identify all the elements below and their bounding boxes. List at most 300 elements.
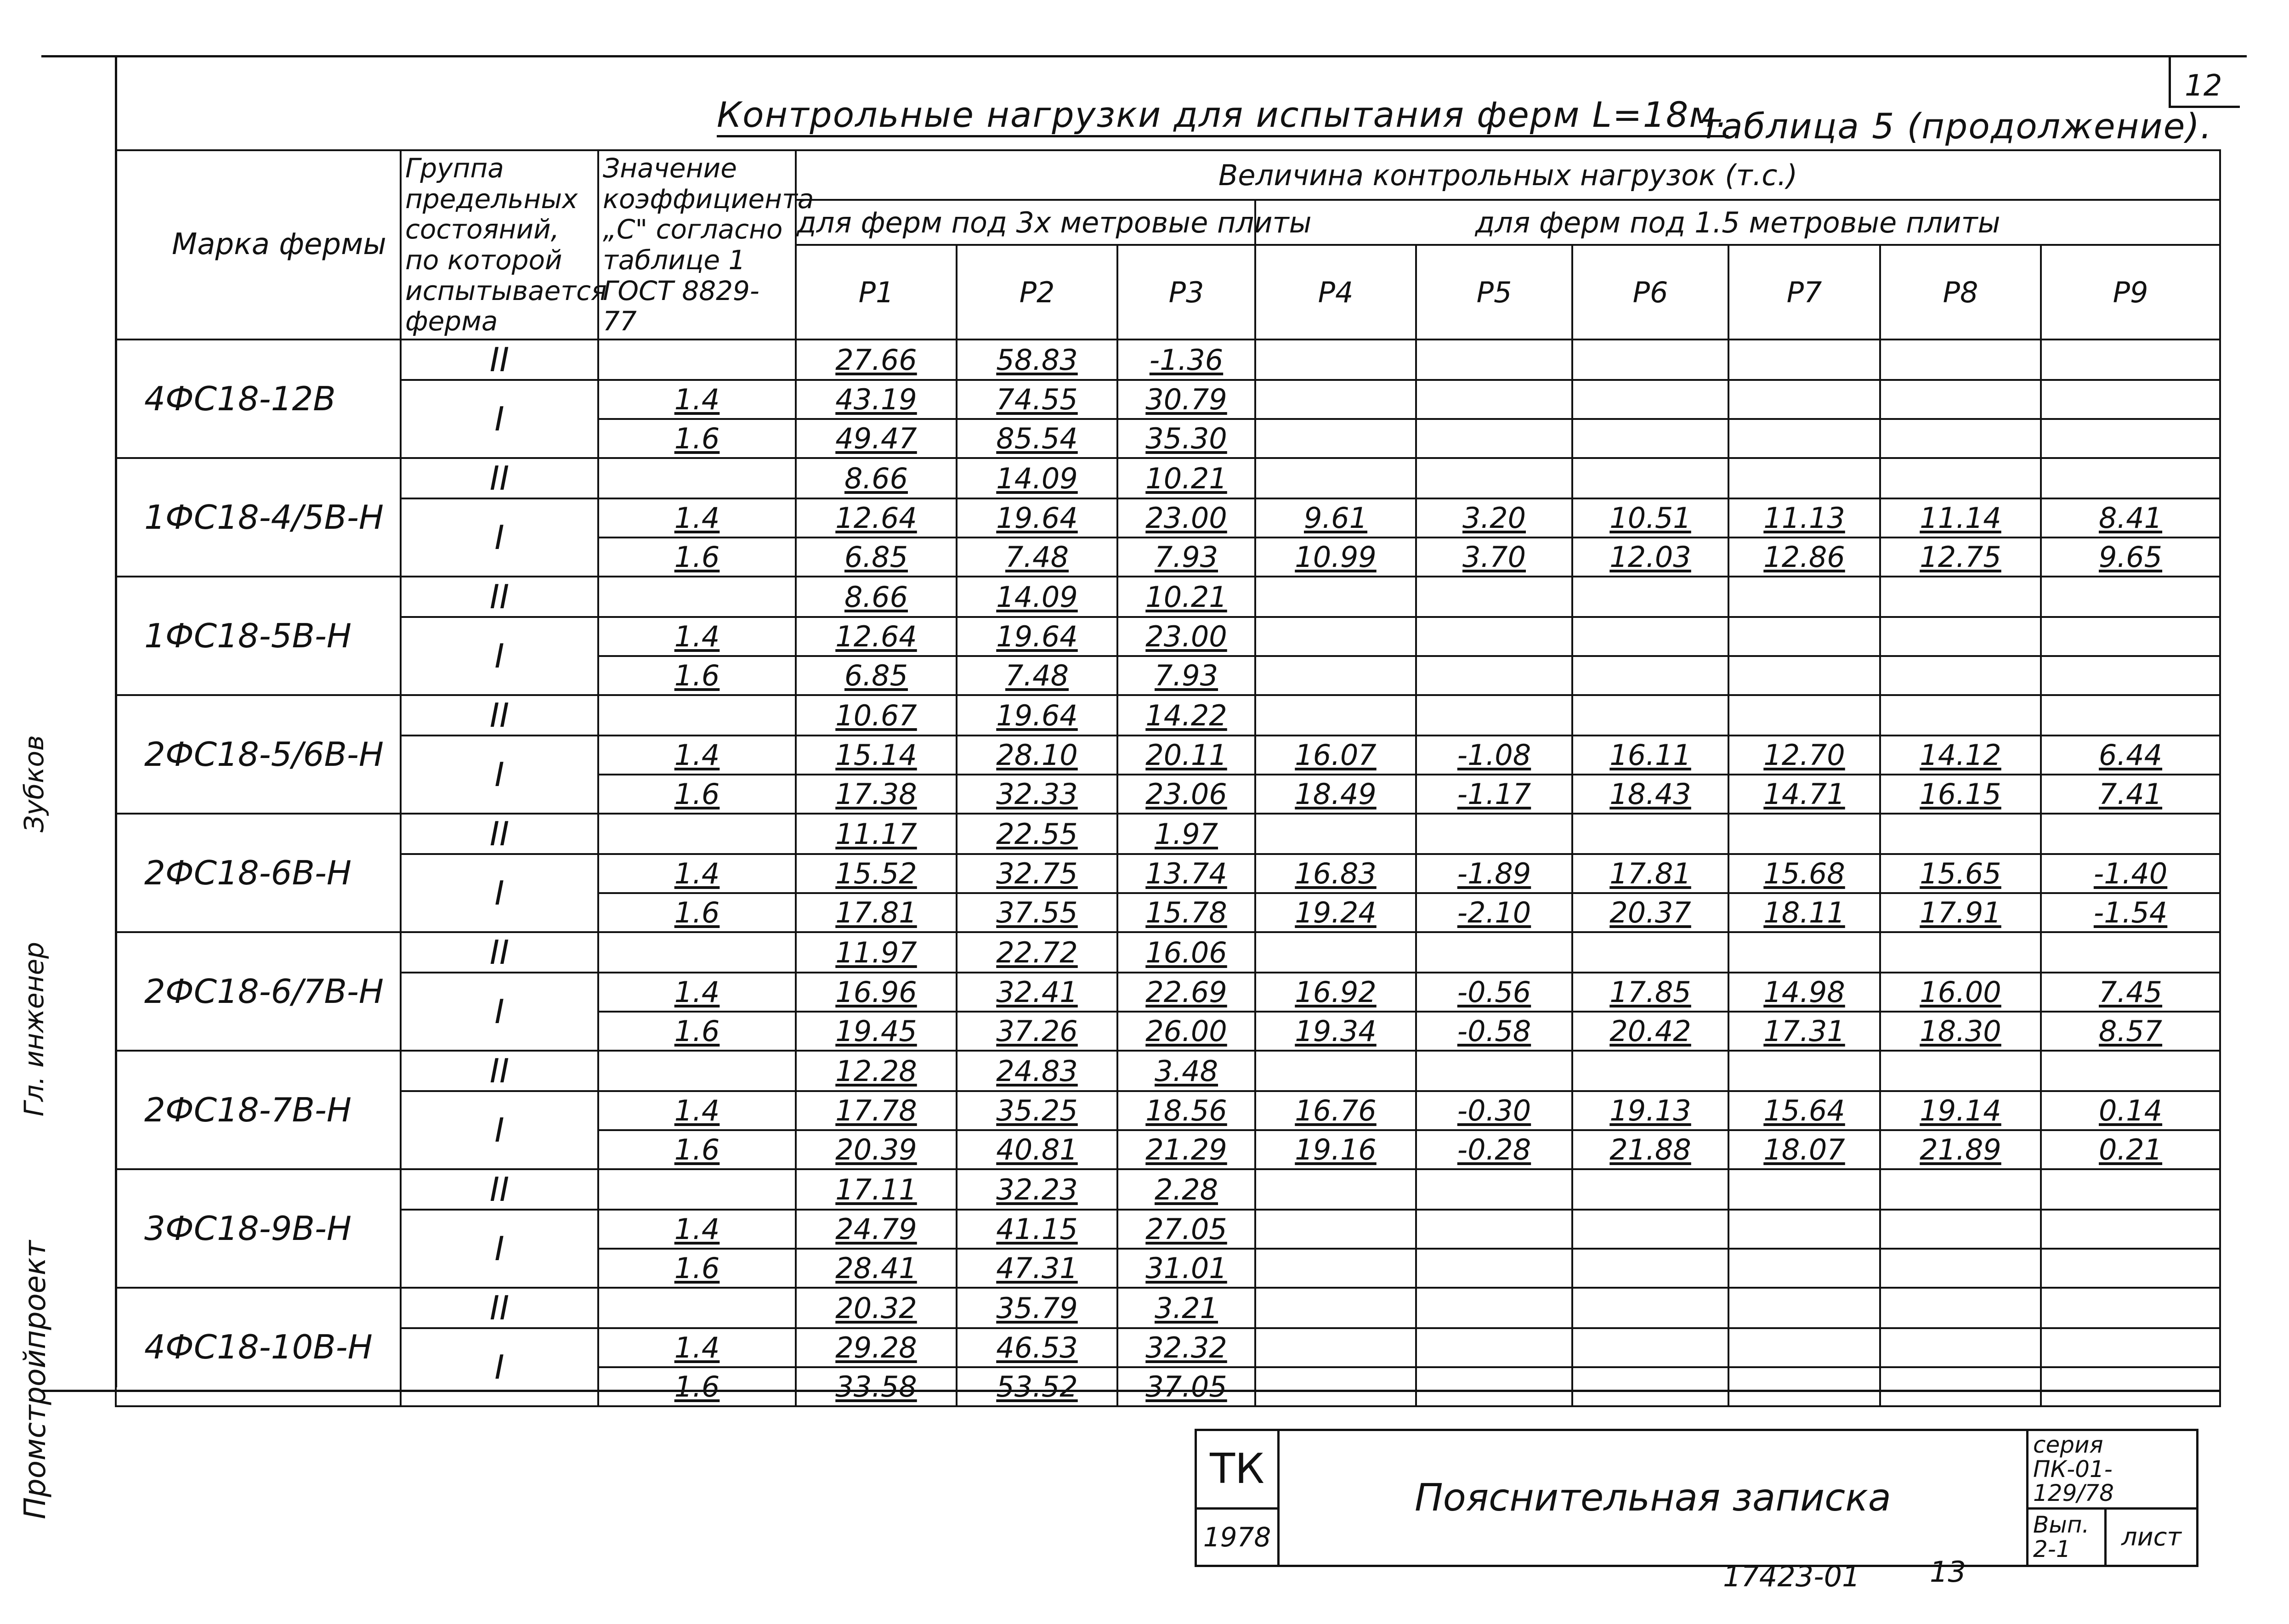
load-p7 — [1728, 1051, 1880, 1091]
table-row — [116, 814, 2220, 854]
limit-state-group: I — [401, 854, 598, 932]
load-p8: 21.89 — [1880, 1130, 2041, 1169]
load-p5: 3.20 — [1416, 498, 1572, 538]
load-p4 — [1255, 814, 1416, 854]
load-p3: 13.74 — [1117, 854, 1255, 893]
load-p5 — [1416, 617, 1572, 656]
coef-c: 1.4 — [598, 498, 796, 538]
side-label-org: Промстройпроект — [18, 1240, 52, 1519]
load-p7 — [1728, 1328, 1880, 1367]
header-mark: Марка фермы — [116, 150, 401, 340]
load-p6: 19.13 — [1572, 1091, 1728, 1130]
load-p7 — [1728, 1249, 1880, 1288]
truss-mark: 2ФС18-5/6В-Н — [116, 695, 401, 814]
limit-state-group: II — [401, 1169, 598, 1210]
stamp-doc-title: Пояснительная записка — [1279, 1430, 2028, 1566]
load-p3: 22.69 — [1117, 973, 1255, 1012]
load-p8: 12.75 — [1880, 538, 2041, 577]
limit-state-group: I — [401, 1091, 598, 1169]
load-p8 — [1880, 380, 2041, 419]
load-p4: 9.61 — [1255, 498, 1416, 538]
coef-c: 1.6 — [598, 1130, 796, 1169]
load-p4 — [1255, 380, 1416, 419]
load-p3: 26.00 — [1117, 1012, 1255, 1051]
coef-c: 1.6 — [598, 419, 796, 458]
page-number-box — [2169, 55, 2240, 108]
load-p3: 31.01 — [1117, 1249, 1255, 1288]
load-p1: 15.52 — [796, 854, 957, 893]
load-p4 — [1255, 419, 1416, 458]
coef-c — [598, 458, 796, 498]
load-p5 — [1416, 340, 1572, 380]
limit-state-group: II — [401, 577, 598, 617]
load-p9 — [2041, 656, 2220, 695]
limit-state-group: II — [401, 814, 598, 854]
load-p6 — [1572, 1288, 1728, 1328]
load-p4 — [1255, 1328, 1416, 1367]
load-p8: 19.14 — [1880, 1091, 2041, 1130]
load-p8 — [1880, 1367, 2041, 1406]
coef-c — [598, 1169, 796, 1210]
load-p6: 20.37 — [1572, 893, 1728, 932]
load-p6 — [1572, 1328, 1728, 1367]
load-p1: 24.79 — [796, 1210, 957, 1249]
load-p9: 7.41 — [2041, 775, 2220, 814]
load-p5 — [1416, 656, 1572, 695]
load-p1: 11.97 — [796, 932, 957, 973]
load-p6: 17.85 — [1572, 973, 1728, 1012]
header-p2: P2 — [957, 245, 1117, 340]
load-p8: 17.91 — [1880, 893, 2041, 932]
load-p6 — [1572, 814, 1728, 854]
footer-code: 17423-01 — [1723, 1560, 1860, 1593]
load-p7: 15.68 — [1728, 854, 1880, 893]
table-row — [116, 1328, 2220, 1367]
load-p8: 15.65 — [1880, 854, 2041, 893]
load-p4 — [1255, 695, 1416, 736]
load-p8 — [1880, 419, 2041, 458]
limit-state-group: II — [401, 1051, 598, 1091]
load-p5: -0.58 — [1416, 1012, 1572, 1051]
load-p8 — [1880, 1210, 2041, 1249]
load-p3: 30.79 — [1117, 380, 1255, 419]
load-p5 — [1416, 1249, 1572, 1288]
load-p6: 18.43 — [1572, 775, 1728, 814]
load-p7 — [1728, 1367, 1880, 1406]
load-p6 — [1572, 1210, 1728, 1249]
table-row — [116, 380, 2220, 419]
table-row — [116, 695, 2220, 736]
load-p5: -1.89 — [1416, 854, 1572, 893]
side-label-role: Гл. инженер — [18, 942, 50, 1117]
load-p7 — [1728, 932, 1880, 973]
load-p2: 19.64 — [957, 498, 1117, 538]
load-p2: 58.83 — [957, 340, 1117, 380]
load-p5 — [1416, 419, 1572, 458]
coef-c: 1.6 — [598, 775, 796, 814]
load-p1: 33.58 — [796, 1367, 957, 1406]
header-slabs-3m: для ферм под 3х метровые плиты — [796, 200, 1255, 245]
load-p9: 7.45 — [2041, 973, 2220, 1012]
load-p3: 23.00 — [1117, 617, 1255, 656]
load-p4: 16.83 — [1255, 854, 1416, 893]
load-p7 — [1728, 695, 1880, 736]
table-row — [116, 1091, 2220, 1130]
load-p6 — [1572, 419, 1728, 458]
frame-top-line — [41, 55, 2247, 57]
load-p2: 47.31 — [957, 1249, 1117, 1288]
load-p1: 27.66 — [796, 340, 957, 380]
load-p9: 6.44 — [2041, 736, 2220, 775]
load-p6: 17.81 — [1572, 854, 1728, 893]
load-p7 — [1728, 577, 1880, 617]
load-p1: 12.64 — [796, 498, 957, 538]
load-p3: 14.22 — [1117, 695, 1255, 736]
stamp-issue-value: 2-1 — [2033, 1535, 2071, 1562]
load-p9 — [2041, 617, 2220, 656]
load-p1: 10.67 — [796, 695, 957, 736]
load-p4 — [1255, 340, 1416, 380]
load-p9 — [2041, 1288, 2220, 1328]
load-p4: 16.76 — [1255, 1091, 1416, 1130]
load-p5: -1.08 — [1416, 736, 1572, 775]
load-p3: 7.93 — [1117, 538, 1255, 577]
load-p9 — [2041, 1051, 2220, 1091]
limit-state-group: I — [401, 1210, 598, 1288]
header-p9: P9 — [2041, 245, 2220, 340]
load-p4: 16.92 — [1255, 973, 1416, 1012]
load-p3: 3.48 — [1117, 1051, 1255, 1091]
load-p3: 35.30 — [1117, 419, 1255, 458]
load-p5 — [1416, 380, 1572, 419]
coef-c: 1.4 — [598, 1328, 796, 1367]
table-row — [116, 973, 2220, 1012]
table-row — [116, 1169, 2220, 1210]
table-row — [116, 577, 2220, 617]
load-p3: 16.06 — [1117, 932, 1255, 973]
load-p5 — [1416, 932, 1572, 973]
load-p8 — [1880, 656, 2041, 695]
load-p7: 17.31 — [1728, 1012, 1880, 1051]
load-p8: 14.12 — [1880, 736, 2041, 775]
footer-number: 13 — [1930, 1555, 1966, 1589]
stamp-code: ТК — [1196, 1430, 1279, 1509]
load-p6 — [1572, 617, 1728, 656]
coef-c: 1.6 — [598, 893, 796, 932]
load-p1: 19.45 — [796, 1012, 957, 1051]
load-p9 — [2041, 932, 2220, 973]
limit-state-group: I — [401, 1328, 598, 1406]
load-p9 — [2041, 1169, 2220, 1210]
header-p7: P7 — [1728, 245, 1880, 340]
stamp-issue-label: Вып. — [2033, 1511, 2090, 1538]
load-p9 — [2041, 380, 2220, 419]
load-p6: 21.88 — [1572, 1130, 1728, 1169]
load-p8 — [1880, 695, 2041, 736]
load-p4 — [1255, 1210, 1416, 1249]
load-p5: -0.28 — [1416, 1130, 1572, 1169]
load-p4 — [1255, 577, 1416, 617]
coef-c: 1.4 — [598, 973, 796, 1012]
header-p3: P3 — [1117, 245, 1255, 340]
load-p7 — [1728, 419, 1880, 458]
header-loads: Величина контрольных нагрузок (т.с.) — [796, 150, 2220, 200]
load-p6 — [1572, 695, 1728, 736]
coef-c: 1.6 — [598, 1249, 796, 1288]
header-p5: P5 — [1416, 245, 1572, 340]
coef-c: 1.6 — [598, 656, 796, 695]
load-p3: 10.21 — [1117, 458, 1255, 498]
table-row — [116, 458, 2220, 498]
load-p6 — [1572, 577, 1728, 617]
load-p4: 10.99 — [1255, 538, 1416, 577]
load-p7: 14.71 — [1728, 775, 1880, 814]
limit-state-group: I — [401, 498, 598, 577]
load-p7 — [1728, 380, 1880, 419]
limit-state-group: I — [401, 736, 598, 814]
load-p2: 46.53 — [957, 1328, 1117, 1367]
load-p3: 27.05 — [1117, 1210, 1255, 1249]
load-p4: 18.49 — [1255, 775, 1416, 814]
header-group: Группа предельных состояний, по которой испытывается ферма — [401, 150, 598, 340]
load-p8: 16.15 — [1880, 775, 2041, 814]
load-p8 — [1880, 1169, 2041, 1210]
load-p5 — [1416, 1367, 1572, 1406]
limit-state-group: I — [401, 617, 598, 695]
load-p9 — [2041, 1367, 2220, 1406]
load-p4: 19.34 — [1255, 1012, 1416, 1051]
load-p5: 3.70 — [1416, 538, 1572, 577]
load-p4 — [1255, 1051, 1416, 1091]
stamp-series-label: серия — [2033, 1432, 2103, 1458]
load-p1: 16.96 — [796, 973, 957, 1012]
load-p1: 28.41 — [796, 1249, 957, 1288]
load-p4 — [1255, 1367, 1416, 1406]
load-p5 — [1416, 1288, 1572, 1328]
load-p2: 35.79 — [957, 1288, 1117, 1328]
truss-mark: 4ФС18-12В — [116, 340, 401, 458]
limit-state-group: I — [401, 380, 598, 458]
load-p8: 18.30 — [1880, 1012, 2041, 1051]
load-p2: 19.64 — [957, 617, 1117, 656]
load-p9 — [2041, 340, 2220, 380]
load-p4 — [1255, 656, 1416, 695]
stamp-issue — [2028, 1508, 2106, 1566]
load-p9 — [2041, 419, 2220, 458]
load-p1: 29.28 — [796, 1328, 957, 1367]
load-p3: 7.93 — [1117, 656, 1255, 695]
load-p5: -1.17 — [1416, 775, 1572, 814]
stamp-year: 1978 — [1196, 1508, 1279, 1566]
load-p9 — [2041, 577, 2220, 617]
stamp-sheet-label: лист — [2106, 1508, 2198, 1566]
load-p2: 74.55 — [957, 380, 1117, 419]
table-caption: таблица 5 (продолжение). — [1700, 106, 2213, 147]
load-p3: 37.05 — [1117, 1367, 1255, 1406]
load-p1: 17.78 — [796, 1091, 957, 1130]
load-p8 — [1880, 617, 2041, 656]
load-p3: -1.36 — [1117, 340, 1255, 380]
load-p1: 49.47 — [796, 419, 957, 458]
load-p1: 8.66 — [796, 458, 957, 498]
stamp-series-value: ПК-01-129/78 — [2033, 1455, 2114, 1506]
load-p1: 8.66 — [796, 577, 957, 617]
load-p8 — [1880, 814, 2041, 854]
coef-c: 1.6 — [598, 1012, 796, 1051]
load-p7: 12.70 — [1728, 736, 1880, 775]
truss-mark: 1ФС18-4/5В-Н — [116, 458, 401, 577]
load-p8 — [1880, 458, 2041, 498]
load-p4 — [1255, 617, 1416, 656]
coef-c: 1.4 — [598, 380, 796, 419]
load-p8 — [1880, 577, 2041, 617]
load-p1: 6.85 — [796, 656, 957, 695]
header-p4: P4 — [1255, 245, 1416, 340]
table-row — [116, 1288, 2220, 1328]
load-p5 — [1416, 1328, 1572, 1367]
coef-c — [598, 932, 796, 973]
load-p6 — [1572, 1051, 1728, 1091]
load-p2: 22.72 — [957, 932, 1117, 973]
load-p3: 18.56 — [1117, 1091, 1255, 1130]
load-p7 — [1728, 1210, 1880, 1249]
load-p8 — [1880, 1249, 2041, 1288]
load-p1: 20.32 — [796, 1288, 957, 1328]
coef-c — [598, 340, 796, 380]
load-p2: 32.23 — [957, 1169, 1117, 1210]
load-p9: -1.40 — [2041, 854, 2220, 893]
load-p7: 14.98 — [1728, 973, 1880, 1012]
table-row — [116, 617, 2220, 656]
load-p6: 20.42 — [1572, 1012, 1728, 1051]
load-p4 — [1255, 1249, 1416, 1288]
load-p2: 32.75 — [957, 854, 1117, 893]
load-p9 — [2041, 1328, 2220, 1367]
load-p8: 11.14 — [1880, 498, 2041, 538]
load-p4 — [1255, 1288, 1416, 1328]
load-p1: 17.11 — [796, 1169, 957, 1210]
limit-state-group: II — [401, 340, 598, 380]
coef-c: 1.6 — [598, 1367, 796, 1406]
header-slabs-1-5m: для ферм под 1.5 метровые плиты — [1255, 200, 2220, 245]
load-p2: 32.33 — [957, 775, 1117, 814]
load-p2: 35.25 — [957, 1091, 1117, 1130]
load-p7 — [1728, 458, 1880, 498]
limit-state-group: II — [401, 458, 598, 498]
load-p9 — [2041, 1249, 2220, 1288]
coef-c — [598, 577, 796, 617]
load-p2: 53.52 — [957, 1367, 1117, 1406]
load-p2: 19.64 — [957, 695, 1117, 736]
coef-c: 1.4 — [598, 854, 796, 893]
load-p9 — [2041, 695, 2220, 736]
coef-c: 1.4 — [598, 1210, 796, 1249]
load-p2: 37.55 — [957, 893, 1117, 932]
load-p3: 2.28 — [1117, 1169, 1255, 1210]
limit-state-group: II — [401, 695, 598, 736]
load-p8 — [1880, 340, 2041, 380]
load-p7 — [1728, 1169, 1880, 1210]
load-p2: 7.48 — [957, 656, 1117, 695]
coef-c: 1.4 — [598, 617, 796, 656]
load-p6: 12.03 — [1572, 538, 1728, 577]
load-p3: 32.32 — [1117, 1328, 1255, 1367]
limit-state-group: II — [401, 932, 598, 973]
load-p5 — [1416, 577, 1572, 617]
limit-state-group: II — [401, 1288, 598, 1328]
load-p9: -1.54 — [2041, 893, 2220, 932]
table-row — [116, 932, 2220, 973]
load-p4: 16.07 — [1255, 736, 1416, 775]
page-title: Контрольные нагрузки для испытания ферм L=18м. — [717, 94, 1728, 135]
truss-mark: 2ФС18-6В-Н — [116, 814, 401, 932]
side-label-name: Зубков — [18, 735, 50, 832]
load-p7: 15.64 — [1728, 1091, 1880, 1130]
load-p9: 0.14 — [2041, 1091, 2220, 1130]
table-row — [116, 1051, 2220, 1091]
page-number: 12 — [2185, 69, 2222, 103]
load-p2: 41.15 — [957, 1210, 1117, 1249]
load-p3: 23.00 — [1117, 498, 1255, 538]
coef-c — [598, 695, 796, 736]
load-p1: 6.85 — [796, 538, 957, 577]
load-p9: 8.41 — [2041, 498, 2220, 538]
header-p6: P6 — [1572, 245, 1728, 340]
load-p7 — [1728, 814, 1880, 854]
load-p5 — [1416, 1210, 1572, 1249]
load-p5 — [1416, 458, 1572, 498]
load-p9: 0.21 — [2041, 1130, 2220, 1169]
coef-c — [598, 814, 796, 854]
load-p6 — [1572, 458, 1728, 498]
stamp-series — [2028, 1430, 2198, 1509]
load-p1: 12.28 — [796, 1051, 957, 1091]
title-block — [1195, 1429, 2198, 1567]
load-p4 — [1255, 932, 1416, 973]
limit-state-group: I — [401, 973, 598, 1051]
load-p2: 24.83 — [957, 1051, 1117, 1091]
load-p5 — [1416, 814, 1572, 854]
load-p1: 43.19 — [796, 380, 957, 419]
load-p4 — [1255, 1169, 1416, 1210]
truss-mark: 1ФС18-5В-Н — [116, 577, 401, 695]
load-p7 — [1728, 1288, 1880, 1328]
load-p3: 23.06 — [1117, 775, 1255, 814]
load-p6 — [1572, 1169, 1728, 1210]
header-p1: P1 — [796, 245, 957, 340]
load-p6 — [1572, 932, 1728, 973]
load-p3: 10.21 — [1117, 577, 1255, 617]
table-row — [116, 736, 2220, 775]
load-p9: 9.65 — [2041, 538, 2220, 577]
load-p5 — [1416, 1169, 1572, 1210]
load-p4 — [1255, 458, 1416, 498]
load-p5: -0.30 — [1416, 1091, 1572, 1130]
coef-c: 1.4 — [598, 1091, 796, 1130]
load-p1: 17.81 — [796, 893, 957, 932]
load-p8 — [1880, 1051, 2041, 1091]
header-coef: Значение коэффициента „С" согласно таблице 1 ГОСТ 8829-77 — [598, 150, 796, 340]
truss-mark: 4ФС18-10В-Н — [116, 1288, 401, 1406]
coef-c — [598, 1051, 796, 1091]
load-p2: 14.09 — [957, 577, 1117, 617]
load-p8 — [1880, 1288, 2041, 1328]
load-p9 — [2041, 814, 2220, 854]
loads-table — [115, 149, 2221, 1407]
load-p1: 11.17 — [796, 814, 957, 854]
load-p3: 21.29 — [1117, 1130, 1255, 1169]
truss-mark: 2ФС18-7В-Н — [116, 1051, 401, 1169]
